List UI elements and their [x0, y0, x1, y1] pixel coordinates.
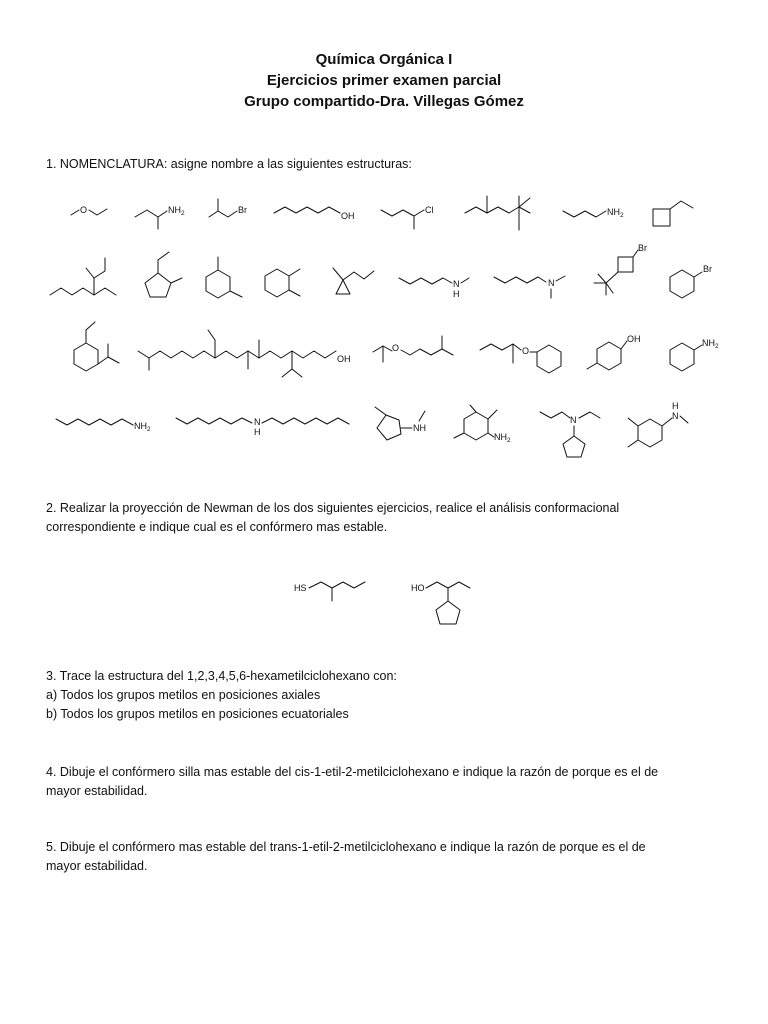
structure-ethylcyclobutane — [653, 201, 693, 226]
structure-ethyl-methylcyclopentane — [145, 252, 182, 297]
structure-hexanol — [274, 207, 355, 221]
structure-secondary-amine-1 — [399, 278, 469, 299]
structure-tertiary-amine-1 — [494, 276, 565, 298]
atom-label: NH — [494, 432, 507, 442]
atom-label: H — [453, 289, 460, 299]
atom-label: NH — [702, 338, 715, 348]
atom-label: HS — [294, 583, 307, 593]
structure-dimethylcyclohexane-13 — [206, 257, 242, 298]
structure-dimethylcyclohexane-12 — [265, 269, 300, 297]
atom-label: OH — [337, 354, 351, 364]
question-4-line-2: mayor estabilidad. — [46, 784, 148, 798]
question-3-option-a: a) Todos los grupos metilos en posiciones axiales — [46, 688, 321, 702]
question-2-line-2: correspondiente e indique cual es el confórmero mas estable. — [46, 520, 388, 534]
atom-label: H — [254, 427, 261, 437]
atom-label: NH — [607, 207, 620, 217]
atom-label: OH — [341, 211, 355, 221]
question-1-text: 1. NOMENCLATURA: asigne nombre a las siguientes estructuras: — [46, 157, 412, 171]
structure-methylcyclohexanol — [587, 334, 641, 370]
atom-label: N — [672, 411, 679, 421]
atom-label: Br — [638, 243, 647, 253]
atom-label: NH — [168, 205, 181, 215]
structure-thiol — [294, 582, 365, 601]
atom-label: N — [570, 415, 577, 425]
question-3-line-1: 3. Trace la estructura del 1,2,3,4,5,6-hexametilciclohexano con: — [46, 669, 397, 683]
title-exam: Ejercicios primer examen parcial — [266, 72, 502, 89]
structure-cyclopropane-derivative — [333, 268, 374, 294]
structure-branched-alkane-2 — [50, 258, 116, 295]
title-course: Química Orgánica I — [315, 51, 453, 68]
structure-branched-alkane-1 — [465, 196, 530, 230]
structure-methylcyclopentyl-amine — [375, 407, 426, 440]
atom-label: NH — [413, 423, 426, 433]
structure-ethyl-isopropylcyclohexane — [74, 322, 119, 371]
atom-label: Br — [703, 264, 712, 274]
question-2-line-1: 2. Realizar la proyección de Newman de los dos siguientes ejercicios, realice el análisis conformacional — [46, 501, 620, 515]
structure-dimethylcyclohexylamine — [454, 405, 511, 444]
structure-chloroalkane — [381, 205, 434, 229]
atom-label: OH — [627, 334, 641, 344]
atom-label: O — [80, 205, 88, 215]
structure-pentylamine — [563, 207, 624, 219]
atom-label: Br — [238, 205, 247, 215]
structure-isobutyl-bromide — [209, 199, 247, 217]
atom-label: Cl — [425, 205, 434, 215]
atom-label: 2 — [181, 210, 185, 217]
atom-label: N — [254, 417, 261, 427]
structure-bromocyclohexane — [670, 264, 712, 298]
atom-label: H — [672, 401, 679, 411]
atom-label: 2 — [507, 437, 511, 444]
atom-label: O — [392, 343, 400, 353]
atom-label: 2 — [620, 212, 624, 219]
atom-label: 2 — [147, 426, 151, 433]
atom-label: NH — [134, 421, 147, 431]
structure-ethyl-methyl-ether — [71, 205, 107, 215]
structure-cyclohexylamine — [670, 338, 719, 371]
structure-cyclopentyl-tertiary-amine — [540, 412, 600, 457]
question-5-line-1: 5. Dibuje el confórmero mas estable del trans-1-etil-2-metilciclohexano e indique la razón de porque es el de — [46, 840, 646, 854]
atom-label: O — [522, 346, 530, 356]
structure-octylamine — [56, 419, 151, 433]
structure-cyclopentyl-alcohol — [411, 582, 470, 624]
structure-long-chain-alcohol — [138, 330, 351, 377]
atom-label: N — [453, 279, 460, 289]
question-5-line-2: mayor estabilidad. — [46, 859, 148, 873]
structure-bromo-tbutylcyclobutane — [594, 243, 647, 295]
structure-ether-2 — [373, 336, 453, 362]
structure-cyclohexyl-ether — [480, 344, 561, 373]
question-4-line-1: 4. Dibuje el confórmero silla mas estable del cis-1-etil-2-metilciclohexano e indique la razón de porque es el de — [46, 765, 659, 779]
atom-label: HO — [411, 583, 425, 593]
atom-label: 2 — [715, 343, 719, 350]
structure-sec-butylamine — [135, 205, 185, 229]
structure-dimethylcyclohexyl-methylamine — [628, 401, 688, 447]
structure-dioctylamine — [176, 417, 349, 437]
title-group: Grupo compartido-Dra. Villegas Gómez — [244, 93, 524, 110]
atom-label: N — [548, 278, 555, 288]
question-3-option-b: b) Todos los grupos metilos en posiciones ecuatoriales — [46, 707, 349, 721]
